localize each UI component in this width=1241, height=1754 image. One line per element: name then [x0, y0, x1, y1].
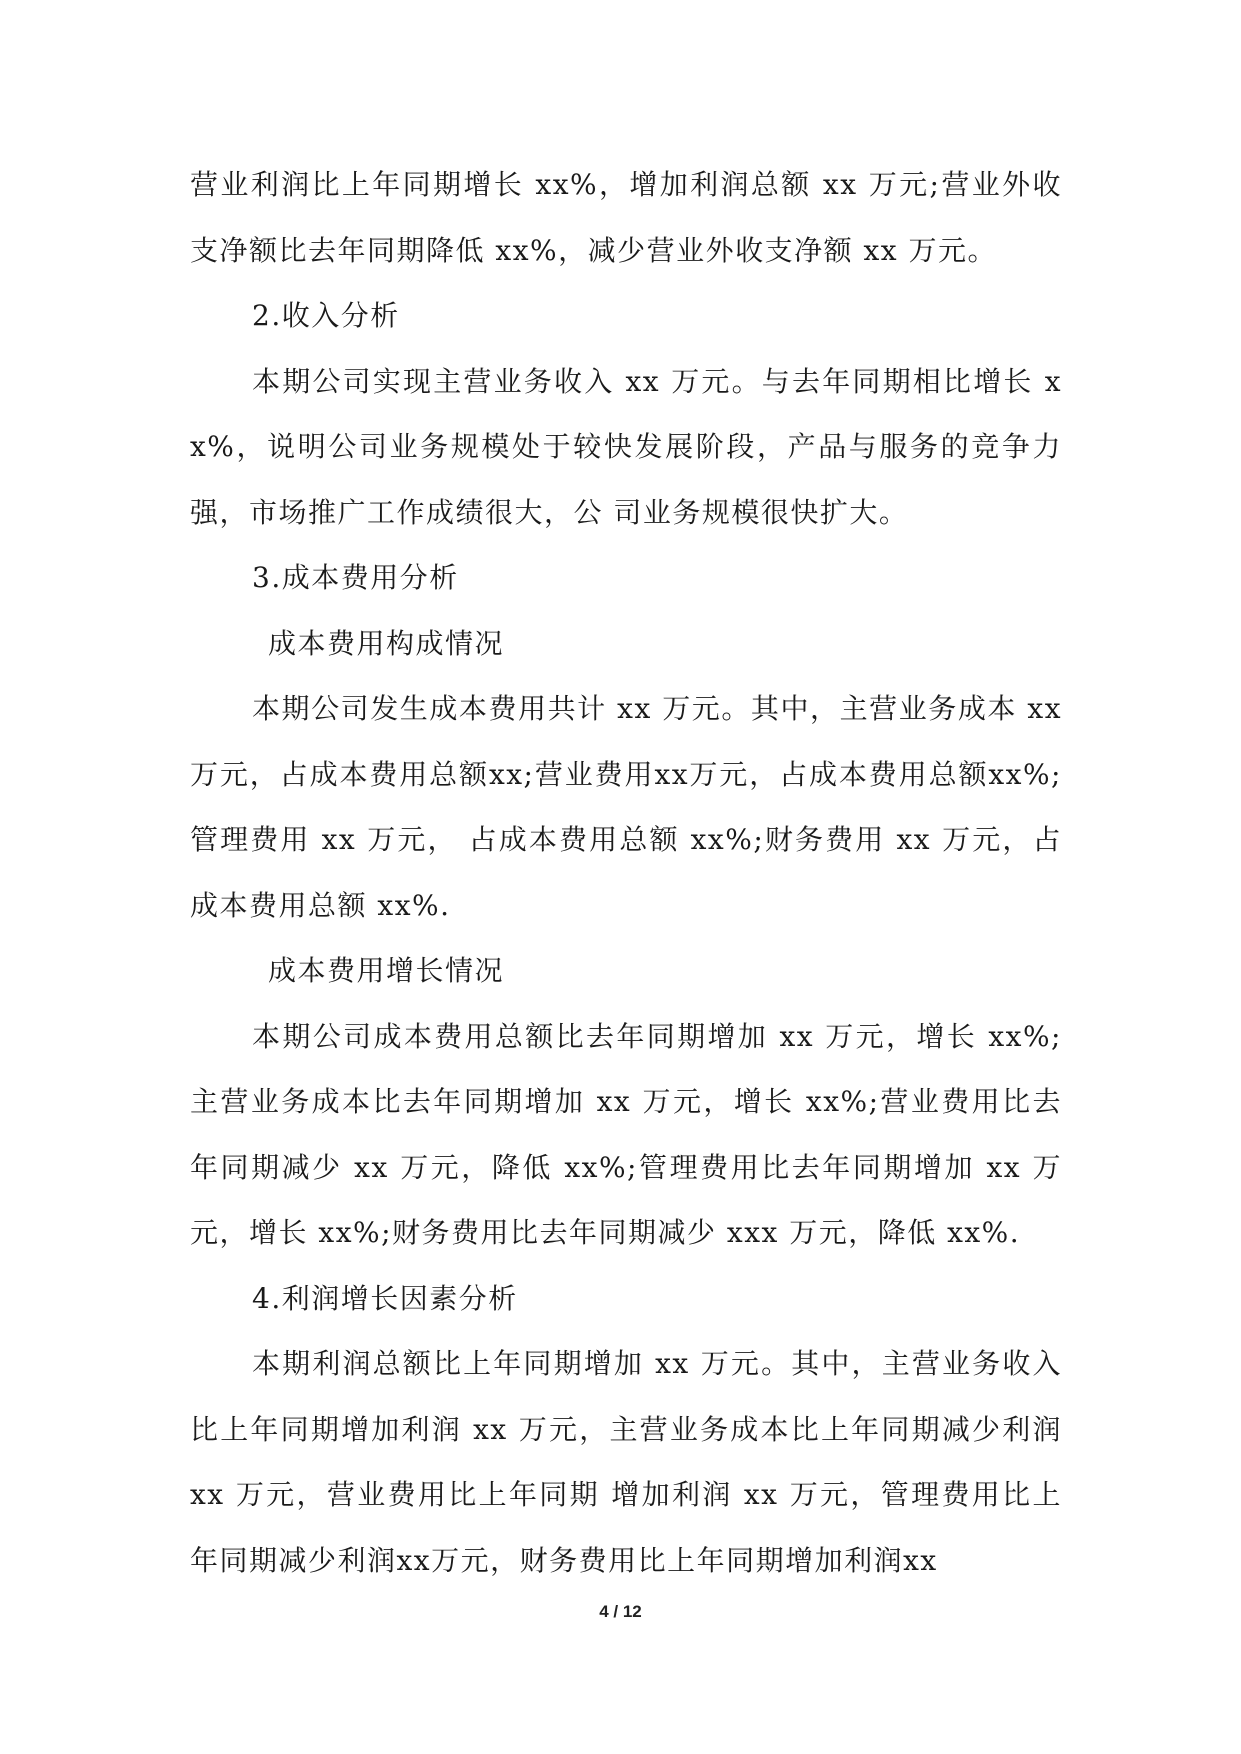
- subheading-cost-composition: 成本费用构成情况: [268, 626, 505, 660]
- page-number: 4 / 12: [599, 1602, 642, 1621]
- paragraph-income-analysis: 本期公司实现主营业务收入 xx 万元。与去年同期相比增长 xx%，说明公司业务规模处于较快发展阶段，产品与服务的竞争力强，市场推广工作成绩很大，公 司业务规模很快扩大。: [190, 364, 1062, 529]
- document-body: [190, 152, 1062, 1593]
- section-heading-cost-analysis: 3.成本费用分析: [252, 561, 459, 594]
- paragraph-cost-composition: 本期公司发生成本费用共计 xx 万元。其中，主营业务成本 xx 万元，占成本费用总额xx;营业费用xx万元，占成本费用总额xx%;管理费用 xx 万元， 占成本费用总额 xx%;财务费用 xx 万元，占成本费用总额 xx%.: [190, 692, 1062, 922]
- paragraph-operating-profit: 营业利润比上年同期增长 xx%，增加利润总额 xx 万元;营业外收支净额比去年同期降低 xx%，减少营业外收支净额 xx 万元。: [190, 168, 1062, 267]
- section-heading-profit-factors: 4.利润增长因素分析: [252, 1281, 518, 1315]
- subheading-cost-growth: 成本费用增长情况: [268, 954, 505, 987]
- section-heading-income-analysis: 2.收入分析: [252, 299, 400, 332]
- paragraph-cost-growth: 本期公司成本费用总额比去年同期增加 xx 万元，增长 xx%;主营业务成本比去年同期增加 xx 万元，增长 xx%;营业费用比去年同期减少 xx 万元，降低 xx%;管理费用比去年同期增加 xx 万元，增长 xx%;财务费用比去年同期减少 xxx 万元，降低 xx%.: [190, 1019, 1062, 1249]
- paragraph-profit-factors: 本期利润总额比上年同期增加 xx 万元。其中，主营业务收入比上年同期增加利润 xx 万元，主营业务成本比上年同期减少利润 xx 万元，营业费用比上年同期 增加利润 xx 万元，管理费用比上年同期减少利润xx万元，财务费用比上年同期增加利润xx: [190, 1347, 1062, 1577]
